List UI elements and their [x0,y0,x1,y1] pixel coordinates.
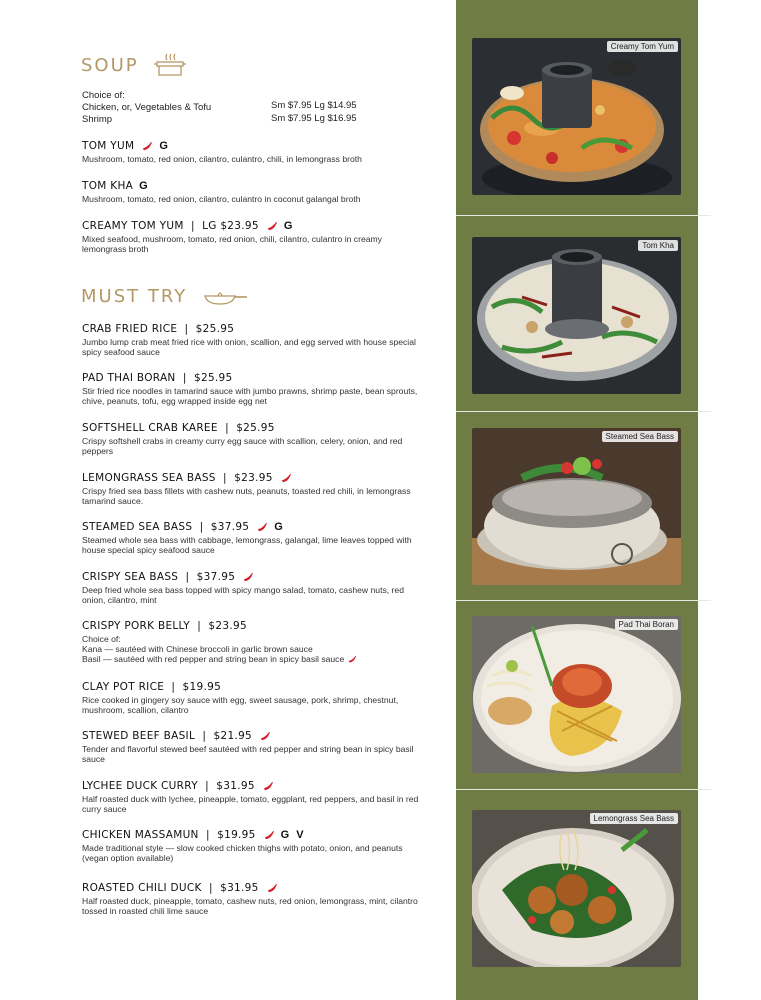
photo-pad-thai-boran [472,616,681,773]
item-name: CREAMY TOM YUM [82,220,184,232]
menu-item-roasted-chili-duck [82,881,422,916]
item-price: | $31.95 [201,882,259,894]
item-price: | $23.95 [190,620,247,632]
item-description: Half roasted duck, pineapple, tomato, cashew nuts, red onion, lemongrass, mint, cilantro tossed in roasted chili lime sauce [82,896,418,917]
panel-divider [456,789,711,790]
item-price: | $21.95 [195,730,253,742]
menu-item-pad-thai-boran [82,371,422,406]
item-price: | $23.95 [215,472,273,484]
item-description: Mixed seafood, mushroom, tomato, red onion, chili, cilantro, culantro in creamy lemongrass broth [82,234,382,255]
item-price: | $19.95 [164,681,222,693]
item-description: Made traditional style — slow cooked chicken thighs with potato, onion, and peanuts (vegan option available) [82,843,403,864]
item-price: | $25.95 [175,372,233,384]
chili-icon [348,655,357,664]
item-name: LYCHEE DUCK CURRY [82,780,198,792]
photo-lemongrass-sea-bass [472,810,681,967]
panel-divider [456,600,711,601]
chili-icon [264,830,275,841]
menu-item-steamed-sea-bass [82,520,422,555]
item-price: | $31.95 [197,780,255,792]
photo-tom-kha [472,237,681,394]
item-description: Tender and flavorful stewed beef sautéed with red pepper and string bean in spicy basil sauce [82,744,414,765]
item-price: | LG $23.95 [183,220,259,232]
item-price: | $19.95 [198,829,256,841]
item-name: CLAY POT RICE [82,681,165,693]
soup-title: SOUP [81,54,139,76]
photo-caption: Lemongrass Sea Bass [590,813,679,824]
dietary-badge: G [283,220,293,232]
chili-icon [281,473,292,484]
chili-icon [267,883,278,894]
item-name: SOFTSHELL CRAB KAREE [82,422,218,434]
wok-pan-icon [201,284,249,308]
item-price: | $25.95 [217,422,275,434]
item-description: Choice of: [82,634,121,644]
item-description: Half roasted duck with lychee, pineapple, tomato, eggplant, red peppers, and basil in red curry sauce [82,794,419,815]
item-option-basil: Basil — sautéed with red pepper and string bean in spicy basil sauce [82,654,345,665]
must-try-title: MUST TRY [81,285,188,307]
item-name: CRAB FRIED RICE [82,323,178,335]
menu-item-crispy-sea-bass [82,570,422,605]
dietary-badge: G [139,180,148,192]
item-description: Jumbo lump crab meat fried rice with onion, scallion, and egg served with house special spicy seafood sauce [82,337,416,358]
item-description: Deep fried whole sea bass topped with spicy mango salad, tomato, cashew nuts, red onion, cilantro, mint [82,585,404,606]
item-name: TOM YUM [82,140,135,152]
item-description: Stir fried rice noodles in tamarind sauce with jumbo prawns, shrimp paste, bean sprouts, chive, peanuts, tofu, egg wrapped inside egg net [82,386,418,407]
item-name: STEWED BEEF BASIL [82,730,196,742]
item-option-kana: Kana — sautéed with Chinese broccoli in garlic brown sauce [82,644,313,655]
item-name: PAD THAI BORAN [82,372,176,384]
item-price: | $37.95 [192,521,250,533]
menu-item-crab-fried-rice [82,322,422,357]
menu-item-crispy-pork-belly [82,619,422,665]
photo-caption: Tom Kha [638,240,678,251]
item-price: | $37.95 [178,571,236,583]
soup-price-line2: Sm $7.95 Lg $16.95 [271,112,357,124]
item-description: Mushroom, tomato, red onion, cilantro, culantro, chili, in lemongrass broth [82,154,362,164]
soup-choice-line2: Shrimp [82,114,113,125]
item-name: STEAMED SEA BASS [82,521,193,533]
menu-item-stewed-beef-basil [82,729,422,764]
item-name: CRISPY PORK BELLY [82,620,191,632]
photo-caption: Steamed Sea Bass [602,431,678,442]
soup-choice-block [82,90,211,126]
menu-item-lychee-duck-curry [82,779,422,814]
panel-divider [456,411,711,412]
photo-caption: Creamy Tom Yum [607,41,678,52]
item-name: CRISPY SEA BASS [82,571,179,583]
soup-pot-icon [153,52,187,78]
soup-prices-block [271,100,357,125]
item-price: | $25.95 [177,323,235,335]
chili-icon [257,522,268,533]
page-margin [698,0,761,1000]
chili-icon [243,572,254,583]
must-try-section-header [81,284,249,308]
item-option-basil-row [82,654,422,664]
dietary-badge: G V [280,829,304,841]
chili-icon [260,731,271,742]
menu-item-creamy-tom-yum [82,219,422,254]
soup-choice-line1: Chicken, or, Vegetables & Tofu [82,102,212,113]
item-description: Steamed whole sea bass with cabbage, lemongrass, galangal, lime leaves topped with house special spicy seafood sauce [82,535,412,556]
item-name: LEMONGRASS SEA BASS [82,472,216,484]
soup-section-header [81,52,187,78]
item-description: Crispy fried sea bass fillets with cashew nuts, peanuts, toasted red chili, in lemongrass tamarind sauce. [82,486,411,507]
menu-item-chicken-massamun [82,828,422,863]
soup-price-line1: Sm $7.95 Lg $14.95 [271,100,357,111]
item-description: Mushroom, tomato, red onion, cilantro, culantro in coconut galangal broth [82,194,361,204]
menu-item-softshell-crab-karee [82,421,422,456]
dietary-badge: G [159,140,169,152]
menu-item-tom-yum [82,139,422,164]
panel-divider [456,215,711,216]
menu-item-tom-kha [82,179,422,204]
photo-creamy-tom-yum [472,38,681,195]
item-name: TOM KHA [82,180,134,192]
item-name: ROASTED CHILI DUCK [82,882,202,894]
chili-icon [263,781,274,792]
photo-steamed-sea-bass [472,428,681,585]
item-name: CHICKEN MASSAMUN [82,829,199,841]
item-description: Crispy softshell crabs in creamy curry egg sauce with scallion, celery, onion, and red peppers [82,436,403,457]
menu-item-lemongrass-sea-bass [82,471,422,506]
menu-item-clay-pot-rice [82,680,422,715]
dietary-badge: G [274,521,284,533]
soup-choice-label: Choice of: [82,90,125,101]
item-description: Rice cooked in gingery soy sauce with egg, sweet sausage, pork, shrimp, chestnut, mushroom, scallion, cilantro [82,695,399,716]
chili-icon [267,221,278,232]
chili-icon [142,141,153,152]
photo-caption: Pad Thai Boran [615,619,678,630]
